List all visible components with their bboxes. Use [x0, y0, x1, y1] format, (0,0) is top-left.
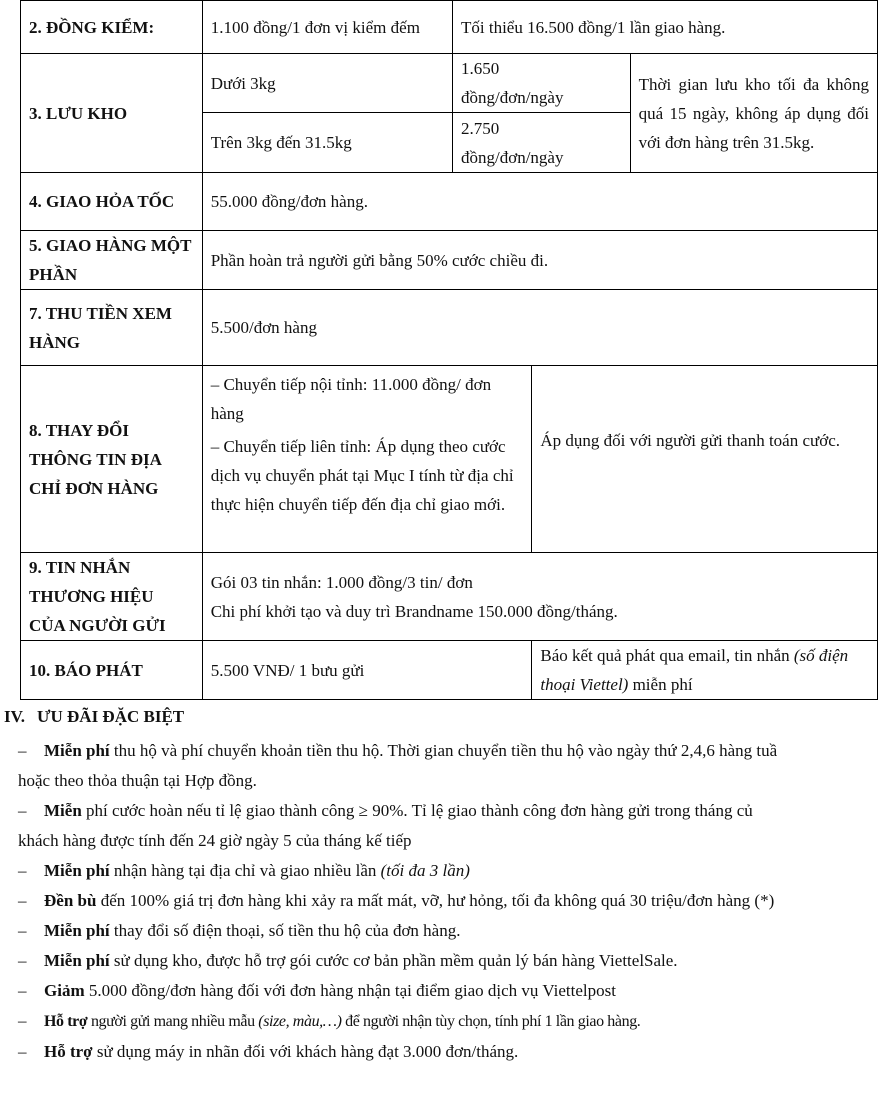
- item-bold: Miễn phí: [44, 951, 110, 970]
- item-italic: (size, màu,…): [258, 1013, 342, 1030]
- text-line: Chi phí khởi tạo và duy trì Brandname 150.000 đồng/tháng.: [210, 601, 618, 621]
- dash-bullet: –: [18, 921, 27, 940]
- row-label: 7. THU TIỀN XEM HÀNG: [21, 290, 203, 366]
- table-row: [21, 641, 878, 700]
- item-text: đến 100% giá trị đơn hàng khi xảy ra mất mát, vỡ, hư hỏng, tối đa không quá 30 triệu/đơn hàng (*): [96, 891, 775, 910]
- item-bold: Miễn phí: [44, 921, 110, 940]
- table-cell: 1.100 đồng/1 đơn vị kiểm đếm: [202, 1, 452, 54]
- table-cell: [202, 553, 877, 641]
- note-text: Báo kết quả phát qua email, tin nhắn: [540, 646, 794, 665]
- table-cell: 5.500/đơn hàng: [202, 290, 877, 366]
- table-cell: 1.650 đồng/đơn/ngày: [453, 54, 631, 113]
- table-cell: Phần hoàn trả người gửi bằng 50% cước chiều đi.: [202, 231, 877, 290]
- table-cell: 55.000 đồng/đơn hàng.: [202, 173, 877, 231]
- table-row: [21, 231, 878, 290]
- table-cell: 2.750 đồng/đơn/ngày: [453, 113, 631, 173]
- row-label: 3. LƯU KHO: [21, 54, 203, 173]
- row-label: 5. GIAO HÀNG MỘT PHẦN: [21, 231, 203, 290]
- item-text: phí cước hoàn nếu tỉ lệ giao thành công ≥ 90%. Tỉ lệ giao thành công đơn hàng gửi trong tháng củ: [81, 801, 753, 820]
- dash-bullet: –: [18, 1042, 27, 1061]
- dash-bullet: –: [18, 801, 27, 820]
- list-item: [18, 796, 878, 826]
- item-text: sử dụng kho, được hỗ trợ gói cước cơ bản phần mềm quản lý bán hàng ViettelSale.: [109, 951, 678, 970]
- dash-bullet: –: [18, 981, 27, 1000]
- row-label: 8. THAY ĐỔI THÔNG TIN ĐỊA CHỈ ĐƠN HÀNG: [21, 366, 203, 553]
- list-item: – Chuyển tiếp nội tỉnh: 11.000 đồng/ đơn hàng: [210, 375, 492, 423]
- list-item: [18, 946, 878, 976]
- dash-bullet: –: [18, 891, 27, 910]
- table-row: [21, 290, 878, 366]
- benefits-list: [18, 736, 878, 1067]
- table-cell: [202, 366, 532, 553]
- list-item: [18, 976, 878, 1006]
- item-italic: (tối đa 3 lần): [380, 861, 470, 880]
- table-cell: Tối thiểu 16.500 đồng/1 lần giao hàng.: [453, 1, 878, 54]
- table-row: [21, 1, 878, 54]
- table-cell: Thời gian lưu kho tối đa không quá 15 ngày, không áp dụng đối với đơn hàng trên 31.5kg.: [630, 54, 877, 173]
- pricing-table: [20, 0, 878, 700]
- item-text: thay đổi số điện thoại, số tiền thu hộ của đơn hàng.: [109, 921, 461, 940]
- item-bold: Miễn: [44, 801, 82, 820]
- item-text: thu hộ và phí chuyển khoản tiền thu hộ. Thời gian chuyển tiền thu hộ vào ngày thứ 2,4,6 hàng tuầ: [109, 741, 778, 760]
- list-item: [18, 736, 878, 766]
- table-row: [21, 54, 878, 113]
- list-item: [18, 1037, 878, 1067]
- item-text: để người nhận tùy chọn, tính phí 1 lần giao hàng.: [341, 1013, 641, 1030]
- row-label: 4. GIAO HỎA TỐC: [21, 173, 203, 231]
- note-text: miễn phí: [628, 675, 693, 694]
- item-bold: Miễn phí: [44, 741, 110, 760]
- dash-bullet: –: [18, 1011, 27, 1030]
- table-cell: [532, 641, 878, 700]
- item-bold: Miễn phí: [44, 861, 110, 880]
- list-item: [18, 1006, 878, 1037]
- list-item-continuation: khách hàng được tính đến 24 giờ ngày 5 của tháng kế tiếp: [18, 831, 412, 850]
- list-item: [18, 916, 878, 946]
- item-text: 5.000 đồng/đơn hàng đối với đơn hàng nhận tại điểm giao dịch vụ Viettelpost: [84, 981, 616, 1000]
- item-text: người gửi mang nhiều mẫu: [87, 1013, 259, 1030]
- table-cell: Áp dụng đối với người gửi thanh toán cước.: [532, 366, 878, 553]
- dash-bullet: –: [18, 951, 27, 970]
- item-bold: Hỗ trợ: [44, 1013, 88, 1030]
- section-heading: [4, 707, 184, 727]
- item-bold: Đền bù: [44, 891, 97, 910]
- table-cell: Dưới 3kg: [202, 54, 452, 113]
- row-label: 10. BÁO PHÁT: [21, 641, 203, 700]
- table-row: [21, 173, 878, 231]
- list-item: – Chuyển tiếp liên tỉnh: Áp dụng theo cước dịch vụ chuyển phát tại Mục I tính từ địa chỉ thực hiện chuyển tiếp đến địa chỉ giao mới.: [210, 437, 514, 514]
- row-label: 2. ĐỒNG KIỂM:: [21, 1, 203, 54]
- section-title: ƯU ĐÃI ĐẶC BIỆT: [36, 707, 185, 726]
- item-text: nhận hàng tại địa chỉ và giao nhiều lần: [109, 861, 381, 880]
- row-label: 9. TIN NHẮN THƯƠNG HIỆU CỦA NGƯỜI GỬI: [21, 553, 203, 641]
- dash-bullet: –: [18, 741, 27, 760]
- list-item: [18, 856, 878, 886]
- item-bold: Giảm: [44, 981, 85, 1000]
- dash-bullet: –: [18, 861, 27, 880]
- item-text: sử dụng máy in nhãn đối với khách hàng đạt 3.000 đơn/tháng.: [92, 1042, 519, 1061]
- item-bold: Hỗ trợ: [44, 1042, 93, 1061]
- list-item-continuation: hoặc theo thỏa thuận tại Hợp đồng.: [18, 771, 257, 790]
- table-row: [21, 553, 878, 641]
- table-cell: 5.500 VNĐ/ 1 bưu gửi: [202, 641, 532, 700]
- table-cell: Trên 3kg đến 31.5kg: [202, 113, 452, 173]
- text-line: Gói 03 tin nhắn: 1.000 đồng/3 tin/ đơn: [210, 572, 473, 592]
- list-item: [18, 886, 878, 916]
- section-number: IV.: [4, 707, 25, 726]
- table-row: [21, 366, 878, 553]
- note-italic: (số điện thoại Viettel): [540, 646, 849, 694]
